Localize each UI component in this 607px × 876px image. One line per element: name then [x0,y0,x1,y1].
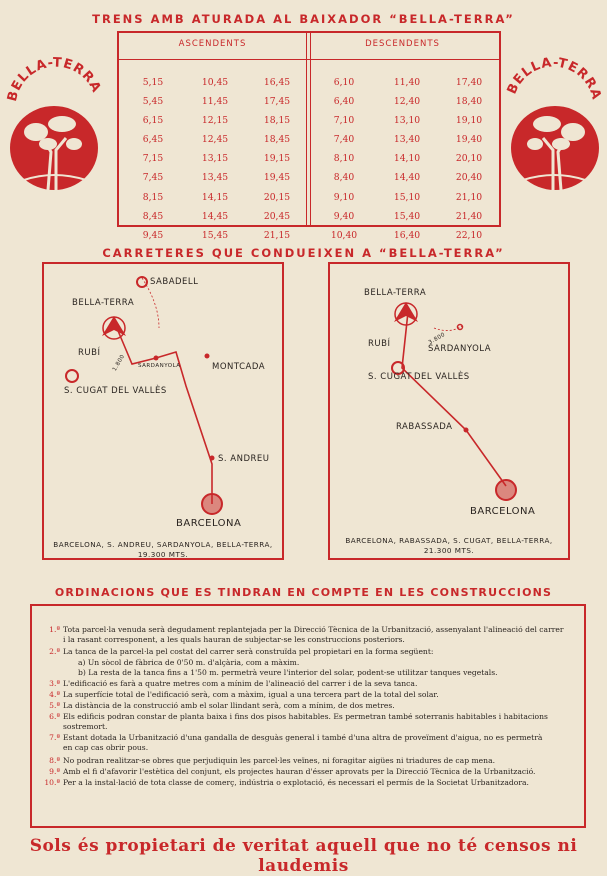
ordinance-number: 4.ª [49,690,60,699]
departure-time: 18,40 [455,96,483,108]
ordinance-text: Tota parcel·la venuda serà degudament replantejada per la Direcció Tècnica de la Urbanització, assenyalant l'alineació del carrer [63,625,564,634]
ordinance-text: Els edificis podran constar de planta baixa i fins dos pisos habitables. Es permetran també soterranis habitables i habitacions [63,712,548,721]
departure-time: 17,45 [263,96,291,108]
timetable-title: TRENS AMB ATURADA AL BAIXADOR “BELLA-TERRA” [92,12,515,26]
departure-time: 14,45 [201,210,229,222]
departure-time: 14,10 [393,153,421,165]
departure-time: 19,45 [263,172,291,184]
departure-time: 8,45 [142,210,164,222]
map2-distance: 21.300 MTS. [423,546,475,555]
ordinance-text: La distància de la construcció amb el solar llindant serà, com a mínim, de dos metres. [63,701,395,710]
timetable-column [387,73,427,245]
map-via-rabassada [328,262,570,560]
departure-time: 12,15 [201,115,229,127]
bellaterra-logo-right [505,40,605,200]
map2-scugat-label: S. CUGAT [368,372,412,382]
rabassada-marker [464,428,469,433]
departure-time: 22,10 [455,229,483,241]
departure-time: 13,45 [201,172,229,184]
map2-barcelona-label: BARCELONA [470,506,536,517]
route-line [402,312,506,486]
ordinance-text: La tanca de la parcel·la pel costat del carrer serà construïda pel propietari en la forma següent: [63,647,434,656]
departure-time: 18,15 [263,115,291,127]
ordinance-text: L'edificació es farà a quatre metres com a mínim de l'alineació del carrer i de la seva tanca. [63,679,418,688]
ordinance-number: 9.ª [49,767,60,776]
logo-text: BELLA-TERRA [505,55,604,102]
departure-time: 5,45 [142,96,164,108]
footer-slogan: Sols és propietari de veritat aquell que no té censos ni laudemis [29,836,578,876]
bellaterra-arrow-icon [102,316,126,336]
map1-km-label: 1.800 [111,353,127,373]
sardanyola-marker [458,325,463,330]
departure-time: 20,10 [455,153,483,165]
tree-icon [511,106,599,190]
departure-time: 20,45 [263,210,291,222]
departure-time: 20,15 [263,191,291,203]
route-line [116,326,212,504]
departure-time: 9,45 [142,229,164,241]
bellaterra-arrow-icon [394,302,418,322]
departure-time: 7,15 [142,153,164,165]
timetable-column [324,73,364,245]
map1-barcelona-label: BARCELONA [176,518,242,529]
column-divider [306,33,311,225]
departure-time: 6,40 [333,96,355,108]
departure-time: 6,45 [142,134,164,146]
departure-time: 13,40 [393,134,421,146]
tree-icon [10,106,98,190]
ordinance-number: 8.ª [49,756,60,765]
timetable [117,31,501,241]
montcada-marker [205,354,210,359]
departure-time: 15,45 [201,229,229,241]
departure-time: 15,40 [393,210,421,222]
departure-time: 21,10 [455,191,483,203]
map1-montcada-label: MONTCADA [212,362,266,372]
map1-sardanyola-label: SARDANYOLA [138,363,181,369]
timetable-column [449,73,489,245]
departure-time: 21,15 [263,229,291,241]
departure-time: 8,10 [333,153,355,165]
ordinance-text: Per a la instal·lació de tota classe de comerç, indústria o explotació, és necessari el permís de la Societat Urbanitzadora. [63,778,529,787]
departure-time: 7,10 [333,115,355,127]
map1-distance: 19.300 MTS. [137,550,189,559]
map1-route: BARCELONA, S. ANDREU, SARDANYOLA, BELLA-TERRA, [53,540,273,549]
ordinance-number: 10.ª [44,778,60,787]
scugat-marker [66,370,78,382]
departure-time: 18,45 [263,134,291,146]
timetable-column [195,73,235,245]
departure-time: 11,40 [393,77,421,88]
sandreu-marker [210,456,215,461]
ordinance-text: a) Un sòcol de fàbrica de 0'50 m. d'alçària, com a màxim. [78,658,300,667]
map1-drawing [44,264,282,558]
map-via-sardanyola [42,262,284,560]
departure-time: 16,40 [393,229,421,241]
ordinance-number: 2.ª [49,647,60,656]
departure-time: 14,40 [393,172,421,184]
ordinance-text: i la rasant corresponent, a les quals hauran de subjectar-se les construccions posteriors. [63,635,405,644]
sardanyola-marker [154,356,159,361]
timetable-column [257,73,297,245]
departure-time: 13,15 [201,153,229,165]
map2-rubi-label: RUBÍ [368,339,391,349]
descendents-header: DESCENDENTS [365,39,440,49]
ordinance-number: 5.ª [49,701,60,710]
departure-time: 5,15 [142,77,164,88]
departure-time: 13,10 [393,115,421,127]
departure-time: 6,15 [142,115,164,127]
departure-time: 19,10 [455,115,483,127]
ordinances-title: ORDINACIONS QUE ES TINDRAN EN COMPTE EN LES CONSTRUCCIONS [54,586,553,599]
departure-time: 21,40 [455,210,483,222]
departure-time: 6,10 [333,77,355,88]
ordinance-text: en cap cas obrir pous. [63,743,149,752]
departure-time: 8,40 [333,172,355,184]
ordinance-number: 3.ª [49,679,60,688]
map1-rubi-label: RUBÍ [78,348,101,358]
departure-time: 19,15 [263,153,291,165]
ascendents-header: ASCENDENTS [178,39,247,49]
departure-time: 16,45 [263,77,291,88]
departure-time: 19,40 [455,134,483,146]
map2-delvalles-label: DEL VALLÈS [414,372,470,382]
ordinance-text: Estant dotada la Urbanització d'una gandalla de desguàs general i també d'una altra de proveïment d'aigua, no es permetrà [63,733,543,742]
map2-rabassada-label: RABASSADA [396,422,453,432]
departure-time: 8,15 [142,191,164,203]
map2-km-label: 3.800 [427,331,447,347]
bellaterra-logo-left [4,40,104,200]
departure-time: 20,40 [455,172,483,184]
map2-sardanyola-label: SARDANYOLA [428,344,492,354]
departure-time: 10,40 [330,229,358,241]
ordinance-text: No podran realitzar-se obres que perjudiquin les parcel·les veïnes, ni foragitar aigües ni triadures de cap mena. [63,756,496,765]
ordinance-number: 7.ª [49,733,60,742]
departure-time: 14,15 [201,191,229,203]
ordinances-box [30,604,586,828]
map1-sabadell-label: SABADELL [150,277,199,287]
roads-title: CARRETERES QUE CONDUEIXEN A “BELLA-TERRA” [102,246,505,260]
departure-time: 9,40 [333,210,355,222]
map2-route: BARCELONA, RABASSADA, S. CUGAT, BELLA-TERRA, [345,536,553,545]
departure-time: 12,45 [201,134,229,146]
departure-time: 11,45 [201,96,229,108]
map1-scugat-label: S. CUGAT DEL VALLÈS [64,386,167,396]
departure-time: 7,40 [333,134,355,146]
departure-time: 7,45 [142,172,164,184]
ordinance-text: sostremort. [63,722,108,731]
map1-sandreu-label: S. ANDREU [218,454,270,464]
ordinance-text: b) La resta de la tanca fins a 1'50 m. permetrà veure l'interior del solar, podent-se utilitzar tanques vegetals. [78,668,498,677]
ordinance-text: La superfície total de l'edificació serà, com a màxim, igual a una tercera part de la total del solar. [63,690,439,699]
departure-time: 15,10 [393,191,421,203]
timetable-column [133,73,173,245]
ordinance-number: 6.ª [49,712,60,721]
departure-time: 10,45 [201,77,229,88]
departure-time: 9,10 [333,191,355,203]
logo-text: BELLA-TERRA [4,55,104,103]
map2-bellaterra-label: BELLA-TERRA [364,288,427,298]
departure-time: 17,40 [455,77,483,88]
ordinance-number: 1.ª [49,625,60,634]
departure-time: 12,40 [393,96,421,108]
map1-bellaterra-label: BELLA-TERRA [72,298,135,308]
ordinance-text: Amb el fi d'afavorir l'estètica del conjunt, els projectes hauran d'ésser aprovats per la Direcció Tècnica de la Urbanització. [63,767,536,776]
